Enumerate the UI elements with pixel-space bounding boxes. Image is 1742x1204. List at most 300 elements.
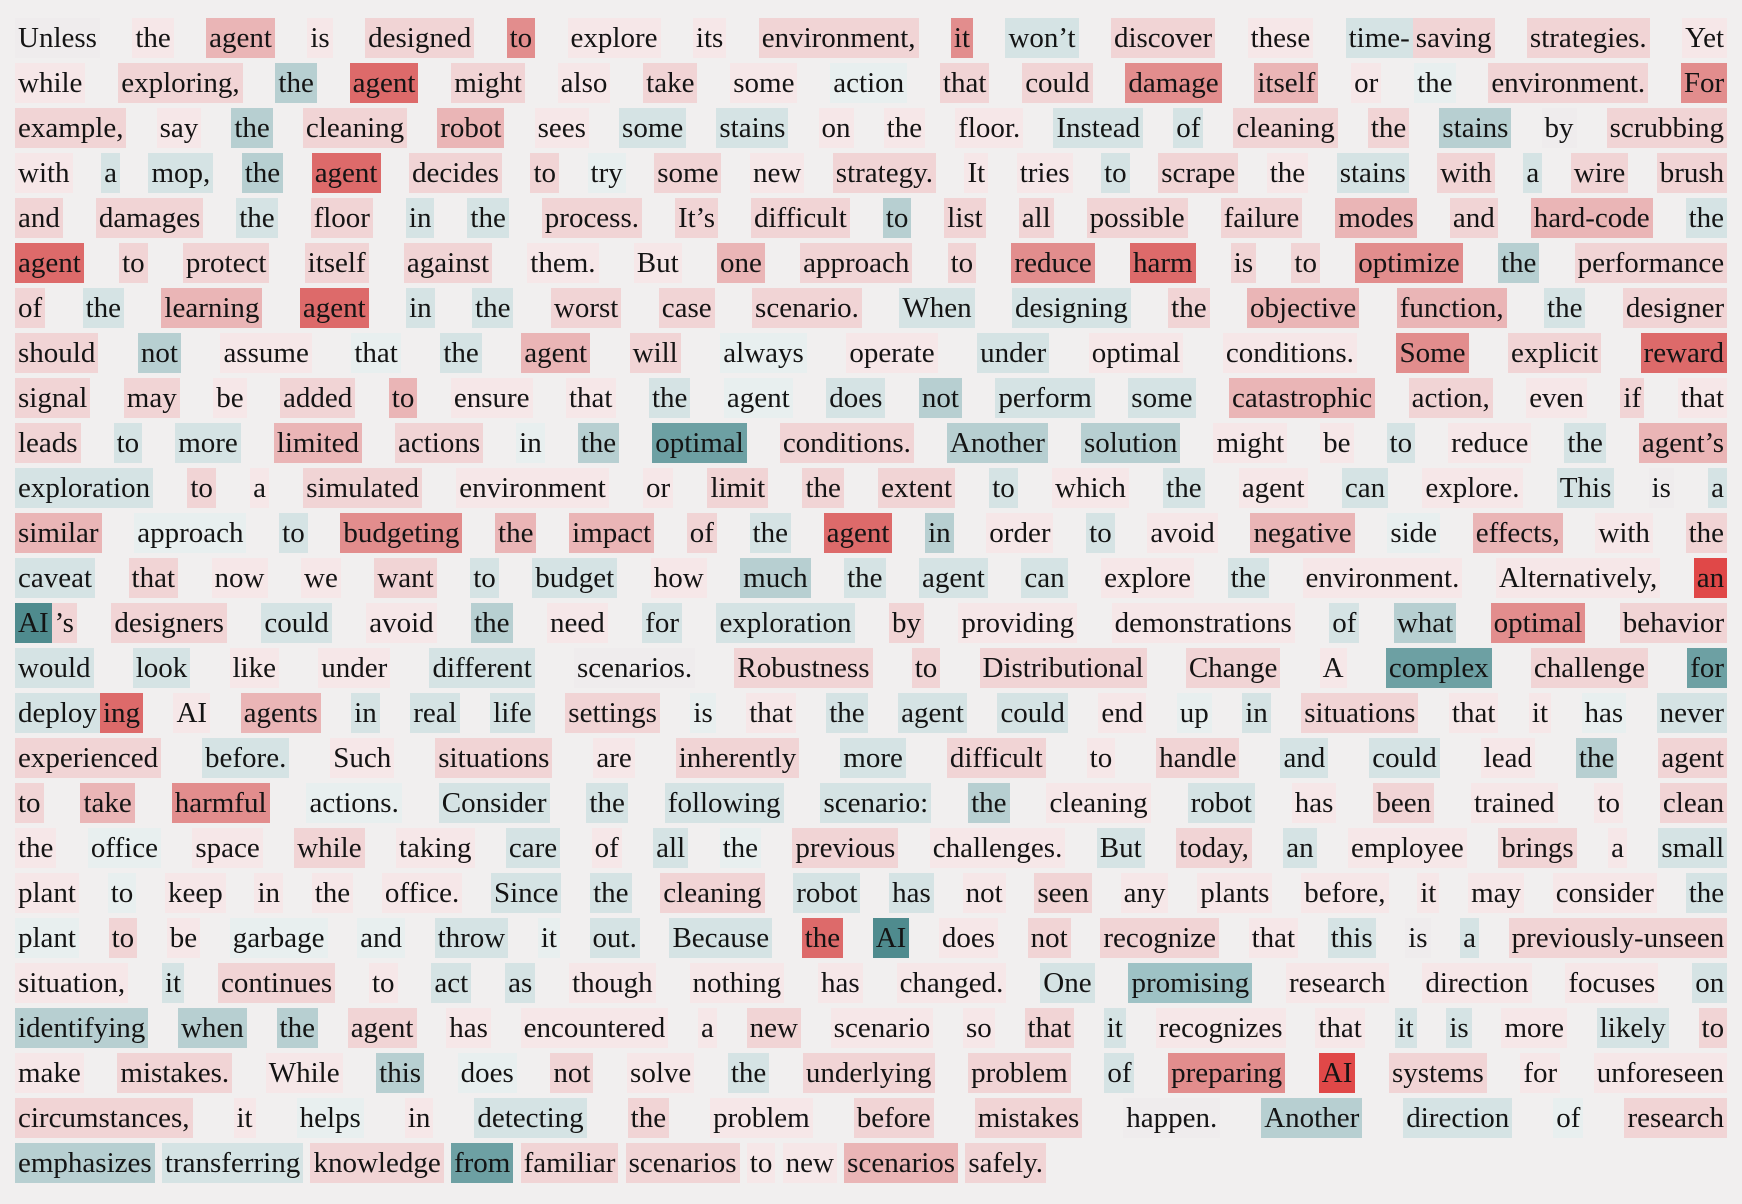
text-line xyxy=(15,61,1727,106)
token: to xyxy=(119,243,148,283)
token: of xyxy=(1104,1053,1134,1093)
token: previous xyxy=(792,828,898,868)
token: similar xyxy=(15,513,102,553)
token: in xyxy=(406,198,435,238)
token: with xyxy=(15,153,73,193)
token: scenario xyxy=(831,1008,934,1048)
token: A xyxy=(1320,648,1347,688)
token: make xyxy=(15,1053,84,1093)
token: inherently xyxy=(676,738,800,778)
token: budget xyxy=(532,558,617,598)
token: that xyxy=(566,378,616,418)
token: has xyxy=(446,1008,491,1048)
token: the xyxy=(1498,243,1539,283)
token: extent xyxy=(878,468,955,508)
token: But xyxy=(634,243,682,283)
token: time- xyxy=(1346,18,1413,58)
token: real xyxy=(410,693,459,733)
token: a xyxy=(250,468,269,508)
token: performance xyxy=(1575,243,1727,283)
token: what xyxy=(1394,603,1456,643)
token: nothing xyxy=(690,963,785,1003)
token: objective xyxy=(1247,288,1359,328)
token: Because xyxy=(669,918,772,958)
token: conditions. xyxy=(780,423,914,463)
token: the xyxy=(83,288,124,328)
token: are xyxy=(593,738,634,778)
token: perform xyxy=(995,378,1094,418)
token: limited xyxy=(274,423,362,463)
token: under xyxy=(318,648,390,688)
token: deploy xyxy=(15,693,100,733)
token: cleaning xyxy=(1233,108,1337,148)
token: is xyxy=(307,18,332,58)
token: for xyxy=(1687,648,1727,688)
token: that xyxy=(746,693,796,733)
token: the xyxy=(1414,63,1455,103)
token: taking xyxy=(396,828,475,868)
token: the xyxy=(242,153,283,193)
token: This xyxy=(1557,468,1615,508)
token: saving xyxy=(1413,18,1495,58)
token: of xyxy=(687,513,717,553)
token: to xyxy=(108,873,137,913)
token: Yet xyxy=(1682,18,1727,58)
token: scenario. xyxy=(752,288,862,328)
token: the xyxy=(802,468,843,508)
token: AI xyxy=(15,603,52,643)
token: wire xyxy=(1571,153,1629,193)
token: some xyxy=(1128,378,1195,418)
token: the xyxy=(1564,423,1605,463)
token: detecting xyxy=(474,1098,586,1138)
token: different xyxy=(429,648,534,688)
token: the xyxy=(277,1008,318,1048)
token: tries xyxy=(1017,153,1073,193)
token: to xyxy=(1699,1008,1727,1048)
token: Robustness xyxy=(734,648,872,688)
token: in xyxy=(1242,693,1271,733)
token: garbage xyxy=(230,918,328,958)
token: unforeseen xyxy=(1594,1053,1727,1093)
token: of xyxy=(1329,603,1359,643)
token: the xyxy=(1544,288,1585,328)
token: impact xyxy=(569,513,654,553)
token: more xyxy=(1501,1008,1567,1048)
token: environment, xyxy=(759,18,919,58)
token: systems xyxy=(1389,1053,1487,1093)
text-line xyxy=(15,871,1727,916)
token: and xyxy=(1450,198,1498,238)
token: robot xyxy=(793,873,860,913)
token: is xyxy=(1405,918,1430,958)
token: added xyxy=(280,378,355,418)
token: exploration xyxy=(15,468,153,508)
token: catastrophic xyxy=(1229,378,1375,418)
token: action xyxy=(830,63,907,103)
token: in xyxy=(405,1098,434,1138)
token: it xyxy=(951,18,973,58)
text-line xyxy=(15,826,1727,871)
token: research xyxy=(1286,963,1389,1003)
token: damages xyxy=(96,198,203,238)
text-line xyxy=(15,241,1727,286)
token: Alternatively, xyxy=(1496,558,1660,598)
token: to xyxy=(883,198,912,238)
token: or xyxy=(1351,63,1381,103)
token: to xyxy=(989,468,1018,508)
token: agent xyxy=(1239,468,1308,508)
text-line xyxy=(15,961,1727,1006)
token: as xyxy=(505,963,535,1003)
token: cleaning xyxy=(660,873,764,913)
token: designer xyxy=(1623,288,1727,328)
token: new xyxy=(783,1143,837,1183)
text-line xyxy=(15,286,1727,331)
token: changed. xyxy=(897,963,1007,1003)
token: does xyxy=(458,1053,517,1093)
token: cleaning xyxy=(303,108,407,148)
token: the xyxy=(844,558,885,598)
token: protect xyxy=(183,243,270,283)
token: to xyxy=(114,423,143,463)
token: a xyxy=(698,1008,717,1048)
document xyxy=(15,16,1727,1186)
token: could xyxy=(1369,738,1439,778)
token: act xyxy=(431,963,471,1003)
token: optimal xyxy=(1491,603,1586,643)
token: recognizes xyxy=(1156,1008,1286,1048)
token: the xyxy=(728,1053,769,1093)
token: all xyxy=(1019,198,1054,238)
text-line xyxy=(15,511,1727,556)
token: which xyxy=(1052,468,1129,508)
token: always xyxy=(720,333,807,373)
token: consider xyxy=(1553,873,1657,913)
text-line xyxy=(15,196,1727,241)
text-line xyxy=(15,1096,1727,1141)
token: while xyxy=(294,828,364,868)
token: the xyxy=(826,693,867,733)
token: explicit xyxy=(1508,333,1601,373)
token: never xyxy=(1657,693,1727,733)
token: may xyxy=(1468,873,1524,913)
text-line xyxy=(15,1006,1727,1051)
token: for xyxy=(642,603,682,643)
token: the xyxy=(586,783,627,823)
token: it xyxy=(234,1098,256,1138)
token: the xyxy=(649,378,690,418)
token: employee xyxy=(1348,828,1467,868)
token: some xyxy=(619,108,686,148)
token: For xyxy=(1681,63,1727,103)
token: in xyxy=(406,288,435,328)
token: won’t xyxy=(1005,18,1078,58)
token: that xyxy=(129,558,179,598)
token: worst xyxy=(551,288,621,328)
token: a xyxy=(1460,918,1479,958)
token: though xyxy=(569,963,656,1003)
token: under xyxy=(977,333,1049,373)
token: modes xyxy=(1335,198,1417,238)
token: throw xyxy=(435,918,509,958)
token: or xyxy=(643,468,673,508)
token: Since xyxy=(491,873,561,913)
token: not xyxy=(919,378,962,418)
token: agent xyxy=(15,243,84,283)
token: plants xyxy=(1197,873,1272,913)
token: the xyxy=(132,18,173,58)
token: signal xyxy=(15,378,90,418)
token: be xyxy=(213,378,246,418)
token: been xyxy=(1373,783,1434,823)
token: plant xyxy=(15,918,79,958)
token: direction xyxy=(1403,1098,1512,1138)
token: the xyxy=(1686,513,1727,553)
token: following xyxy=(665,783,784,823)
token: them. xyxy=(527,243,598,283)
token: of xyxy=(1553,1098,1583,1138)
token: is xyxy=(690,693,715,733)
token: end xyxy=(1098,693,1146,733)
token: circumstances, xyxy=(15,1098,193,1138)
text-line xyxy=(15,106,1727,151)
token: plant xyxy=(15,873,79,913)
token: harm xyxy=(1130,243,1196,283)
token: the xyxy=(968,783,1009,823)
token: agent xyxy=(312,153,381,193)
text-line xyxy=(15,1051,1727,1096)
token: it xyxy=(1104,1008,1126,1048)
token: keep xyxy=(165,873,226,913)
token: previously-unseen xyxy=(1509,918,1727,958)
token: more xyxy=(840,738,906,778)
token: familiar xyxy=(521,1143,619,1183)
token: any xyxy=(1121,873,1169,913)
token: before xyxy=(854,1098,934,1138)
token: a xyxy=(1523,153,1542,193)
token: the xyxy=(628,1098,669,1138)
token: assume xyxy=(220,333,311,373)
token: situations xyxy=(435,738,552,778)
token: to xyxy=(279,513,308,553)
token: can xyxy=(1342,468,1388,508)
token: the xyxy=(467,198,508,238)
token: take xyxy=(643,63,697,103)
token: a xyxy=(101,153,120,193)
token: reduce xyxy=(1448,423,1531,463)
token: that xyxy=(1315,1008,1365,1048)
token: may xyxy=(124,378,180,418)
token: explore xyxy=(568,18,661,58)
token: in xyxy=(351,693,380,733)
token: agent xyxy=(898,693,967,733)
token: avoid xyxy=(366,603,436,643)
token: an xyxy=(1283,828,1316,868)
token: action, xyxy=(1409,378,1493,418)
token: decides xyxy=(409,153,502,193)
token: not xyxy=(550,1053,593,1093)
token: operate xyxy=(846,333,937,373)
token: avoid xyxy=(1147,513,1217,553)
token: It xyxy=(964,153,988,193)
token: Such xyxy=(330,738,394,778)
token: optimal xyxy=(1089,333,1184,373)
token: likely xyxy=(1597,1008,1669,1048)
token: is xyxy=(1446,1008,1471,1048)
token: need xyxy=(547,603,608,643)
token: side xyxy=(1387,513,1440,553)
text-line xyxy=(15,331,1727,376)
text-line xyxy=(15,421,1727,466)
token: agents xyxy=(241,693,321,733)
text-line xyxy=(15,151,1727,196)
token: not xyxy=(138,333,181,373)
token: Some xyxy=(1396,333,1468,373)
token: today, xyxy=(1176,828,1252,868)
token: agent xyxy=(824,513,893,553)
token: the xyxy=(1686,873,1727,913)
token: the xyxy=(1368,108,1409,148)
token: office. xyxy=(382,873,462,913)
token: situation, xyxy=(15,963,128,1003)
token: from xyxy=(451,1143,513,1183)
token: Distributional xyxy=(980,648,1147,688)
token: the xyxy=(1576,738,1617,778)
token: environment. xyxy=(1303,558,1463,598)
token: damage xyxy=(1125,63,1221,103)
token: to xyxy=(912,648,941,688)
token: trained xyxy=(1471,783,1558,823)
token: helps xyxy=(297,1098,364,1138)
token: has xyxy=(818,963,863,1003)
token: to xyxy=(1087,738,1116,778)
token: say xyxy=(157,108,202,148)
token: situations xyxy=(1301,693,1418,733)
token: could xyxy=(1022,63,1092,103)
token: agent xyxy=(300,288,369,328)
token: we xyxy=(301,558,341,598)
token: happen. xyxy=(1123,1098,1220,1138)
token: continues xyxy=(218,963,335,1003)
token: before. xyxy=(202,738,289,778)
token: stains xyxy=(1439,108,1511,148)
text-line xyxy=(15,466,1727,511)
token: It’s xyxy=(675,198,718,238)
token: more xyxy=(175,423,241,463)
token: the xyxy=(312,873,353,913)
token: approach xyxy=(134,513,246,553)
token: to xyxy=(15,783,44,823)
token: much xyxy=(740,558,810,598)
token: and xyxy=(15,198,63,238)
text-line xyxy=(15,556,1727,601)
token: does xyxy=(826,378,885,418)
token: possible xyxy=(1087,198,1188,238)
text-line xyxy=(15,781,1727,826)
token: the xyxy=(802,918,843,958)
text-line xyxy=(15,376,1727,421)
token: small xyxy=(1658,828,1727,868)
token: underlying xyxy=(803,1053,935,1093)
token: actions xyxy=(395,423,483,463)
token: to xyxy=(1086,513,1115,553)
token: limit xyxy=(707,468,768,508)
token: emphasizes xyxy=(15,1143,155,1183)
token: settings xyxy=(565,693,660,733)
token: mop, xyxy=(148,153,213,193)
text-line xyxy=(15,1141,1727,1186)
token: all xyxy=(653,828,688,868)
token: while xyxy=(15,63,85,103)
token: transferring xyxy=(162,1143,303,1183)
token: AI xyxy=(873,918,910,958)
token: the xyxy=(1163,468,1204,508)
token: it xyxy=(162,963,184,1003)
token: floor. xyxy=(955,108,1023,148)
token: demonstrations xyxy=(1112,603,1295,643)
token: that xyxy=(1025,1008,1075,1048)
token: recognize xyxy=(1100,918,1219,958)
token: the xyxy=(1228,558,1269,598)
token: problem xyxy=(968,1053,1071,1093)
token: cleaning xyxy=(1046,783,1150,823)
token: example, xyxy=(15,108,126,148)
token: challenges. xyxy=(930,828,1066,868)
token: exploring, xyxy=(118,63,242,103)
text-line xyxy=(15,736,1727,781)
token: for xyxy=(1520,1053,1560,1093)
token: the xyxy=(590,873,631,913)
token: explore xyxy=(1101,558,1194,598)
token: failure xyxy=(1221,198,1303,238)
token: scenarios. xyxy=(574,648,695,688)
token: solve xyxy=(627,1053,694,1093)
token: to xyxy=(747,1143,776,1183)
token: does xyxy=(939,918,998,958)
token: agent xyxy=(206,18,275,58)
token: While xyxy=(266,1053,343,1093)
token: has xyxy=(1582,693,1627,733)
token: up xyxy=(1177,693,1212,733)
token: a xyxy=(1708,468,1727,508)
token: with xyxy=(1437,153,1495,193)
token: hard-code xyxy=(1531,198,1653,238)
token: would xyxy=(15,648,94,688)
token: encountered xyxy=(521,1008,669,1048)
token: clean xyxy=(1660,783,1727,823)
token: new xyxy=(750,153,804,193)
token: to xyxy=(109,918,138,958)
token: now xyxy=(212,558,268,598)
token: caveat xyxy=(15,558,95,598)
token: optimal xyxy=(652,423,747,463)
token: these xyxy=(1248,18,1314,58)
token: the xyxy=(495,513,536,553)
token: robot xyxy=(1188,783,1255,823)
token: the xyxy=(578,423,619,463)
token: seen xyxy=(1034,873,1092,913)
token: can xyxy=(1021,558,1067,598)
token: lead xyxy=(1481,738,1535,778)
token: agent xyxy=(348,1008,417,1048)
token: this xyxy=(1328,918,1376,958)
token: in xyxy=(925,513,954,553)
token: the xyxy=(1686,198,1727,238)
token: stains xyxy=(1337,153,1409,193)
token: that xyxy=(1678,378,1727,418)
token: brush xyxy=(1657,153,1727,193)
